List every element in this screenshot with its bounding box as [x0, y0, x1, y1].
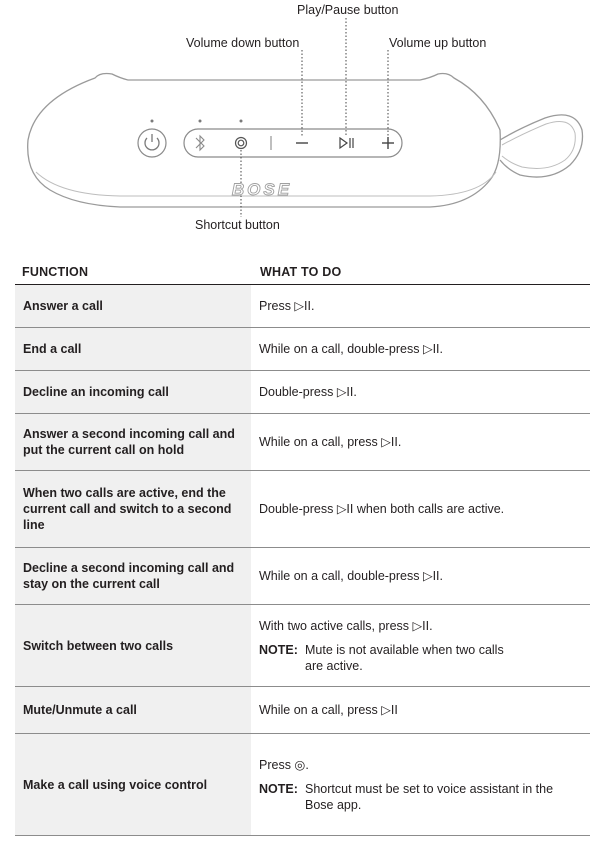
table-row: [15, 414, 590, 471]
function-cell: Decline an incoming call: [15, 371, 251, 414]
action-cell: [251, 605, 590, 687]
note-label: NOTE:: [259, 781, 298, 796]
shortcut-callout: Shortcut button: [195, 218, 280, 232]
action-text: Press ◎.: [259, 757, 309, 772]
function-cell: Decline a second incoming call and stay on the current call: [15, 548, 251, 605]
action-cell: Double-press ▷II.: [251, 371, 590, 414]
volume-down-callout: Volume down button: [186, 36, 300, 50]
function-cell: Mute/Unmute a call: [15, 687, 251, 734]
table-row: [15, 734, 590, 836]
table-row: [15, 371, 590, 414]
action-cell: While on a call, press ▷II.: [251, 414, 590, 471]
table-row: [15, 687, 590, 734]
note-text: Bose app.: [305, 797, 362, 812]
action-cell: Double-press ▷II when both calls are active.: [251, 471, 590, 548]
brand-logo: BOSE: [231, 180, 293, 199]
action-cell: While on a call, press ▷II: [251, 687, 590, 734]
note-text: are active.: [305, 658, 363, 673]
function-cell: Make a call using voice control: [15, 734, 251, 836]
function-cell: Switch between two calls: [15, 605, 251, 687]
table-row: [15, 285, 590, 328]
call-functions-table: [15, 260, 590, 836]
action-column-header: WHAT TO DO: [251, 260, 590, 285]
table-header-row: [15, 260, 590, 285]
action-cell: While on a call, double-press ▷II.: [251, 548, 590, 605]
note-text: Shortcut must be set to voice assistant in the: [305, 781, 554, 796]
power-button[interactable]: [138, 129, 166, 157]
note-label: NOTE:: [259, 642, 298, 657]
note: [259, 781, 582, 813]
play-pause-callout: Play/Pause button: [297, 3, 399, 17]
action-cell: [251, 734, 590, 836]
note: [259, 642, 582, 674]
action-cell: While on a call, double-press ▷II.: [251, 328, 590, 371]
speaker-diagram: [0, 0, 602, 250]
function-cell: Answer a call: [15, 285, 251, 328]
function-cell: When two calls are active, end the current call and switch to a second line: [15, 471, 251, 548]
note-text: Mute is not available when two calls: [305, 642, 504, 657]
table-row: [15, 328, 590, 371]
speaker-illustration: [0, 0, 602, 250]
function-cell: End a call: [15, 328, 251, 371]
function-column-header: FUNCTION: [15, 260, 251, 285]
table-row: [15, 471, 590, 548]
function-cell: Answer a second incoming call and put the current call on hold: [15, 414, 251, 471]
action-text: With two active calls, press ▷II.: [259, 618, 433, 633]
action-cell: Press ▷II.: [251, 285, 590, 328]
table-row: [15, 605, 590, 687]
volume-up-callout: Volume up button: [389, 36, 487, 50]
table-row: [15, 548, 590, 605]
